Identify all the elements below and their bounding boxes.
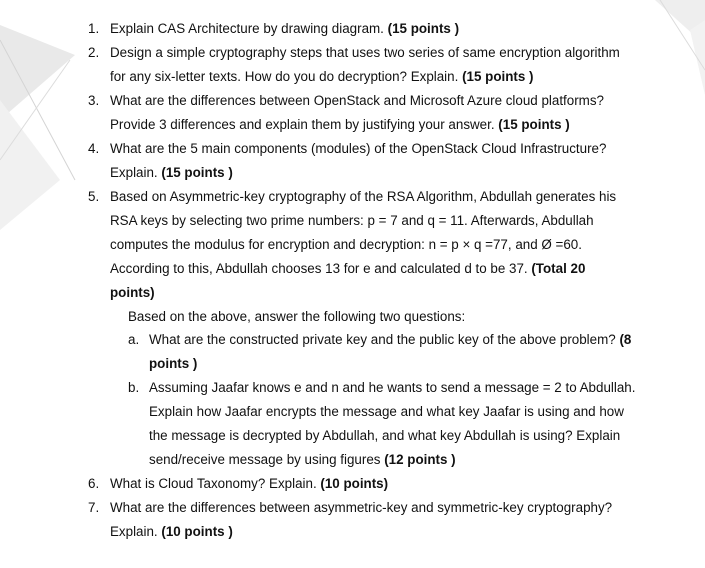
subpart-a-line-2: points )	[149, 356, 198, 371]
question-7-line-1: What are the differences between asymmetric-key and symmetric-key cryptography?	[110, 500, 613, 515]
subpart-b-line-1: Assuming Jaafar knows e and n and he wants to send a message = 2 to Abdullah.	[149, 380, 636, 395]
question-5-line-3: computes the modulus for encryption and decryption: n = p × q =77, and Ø =60.	[110, 237, 582, 252]
question-5-line-1: Based on Asymmetric-key cryptography of the RSA Algorithm, Abdullah generates his	[110, 189, 617, 204]
question-3-line-1: What are the differences between OpenStack and Microsoft Azure cloud platforms?	[110, 93, 604, 108]
question-4-line-1: What are the 5 main components (modules) of the OpenStack Cloud Infrastructure?	[110, 141, 607, 156]
subpart-letter: b.	[128, 380, 140, 395]
subpart-b-line-4: send/receive message by using figures (12 points )	[149, 452, 456, 467]
question-5-intro: Based on the above, answer the following two questions:	[128, 309, 466, 324]
question-number: 6.	[88, 476, 100, 491]
question-5-line-2: RSA keys by selecting two prime numbers: p = 7 and q = 11. Afterwards, Abdullah	[110, 213, 594, 228]
subpart-letter: a.	[128, 332, 140, 347]
question-3-line-2: Provide 3 differences and explain them by justifying your answer. (15 points )	[110, 117, 570, 132]
subpart-b-line-3: the message is decrypted by Abdullah, and what key Abdullah is using? Explain	[149, 428, 621, 443]
question-5-line-4: According to this, Abdullah chooses 13 for e and calculated d to be 37. (Total 20	[110, 261, 586, 276]
question-4-line-2: Explain. (15 points )	[110, 165, 233, 180]
question-number: 3.	[88, 93, 100, 108]
question-number: 7.	[88, 500, 100, 515]
question-number: 1.	[88, 21, 100, 36]
question-number: 4.	[88, 141, 100, 156]
question-5-line-5: points)	[110, 285, 155, 300]
question-1-line-1: Explain CAS Architecture by drawing diagram. (15 points )	[110, 21, 460, 36]
question-number: 5.	[88, 189, 100, 204]
question-6-line-1: What is Cloud Taxonomy? Explain. (10 points)	[110, 476, 389, 491]
question-2-line-1: Design a simple cryptography steps that uses two series of same encryption algorithm	[110, 45, 620, 60]
question-2-line-2: for any six-letter texts. How do you do decryption? Explain. (15 points )	[110, 69, 534, 84]
question-7-line-2: Explain. (10 points )	[110, 524, 233, 539]
subpart-b-line-2: Explain how Jaafar encrypts the message and what key Jaafar is using and how	[149, 404, 624, 419]
subpart-a-line-1: What are the constructed private key and the public key of the above problem? (8	[149, 332, 632, 347]
question-number: 2.	[88, 45, 100, 60]
